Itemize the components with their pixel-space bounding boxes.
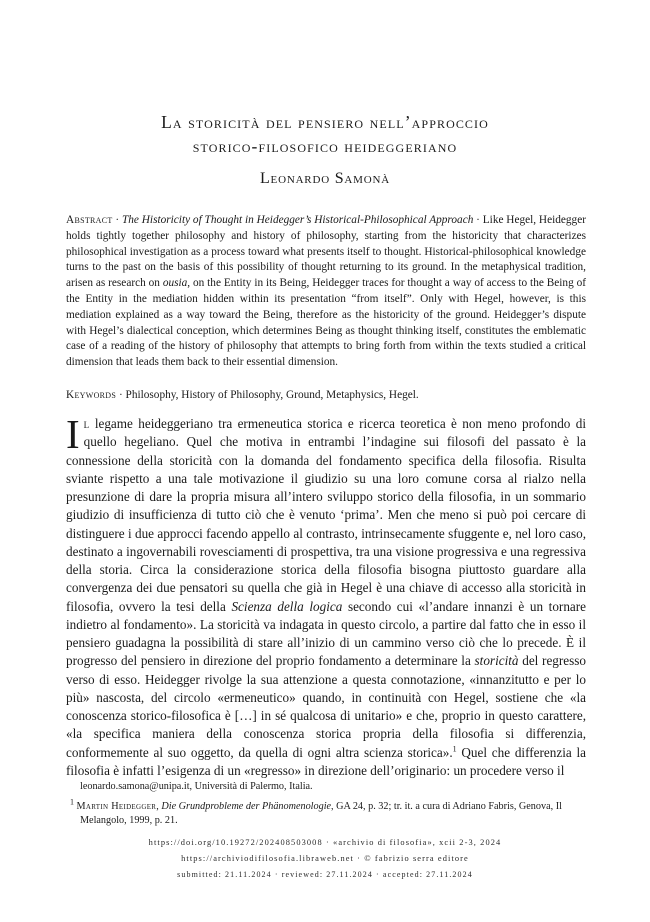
abstract-text-2: , on the Entity in its Being, Heidegger traces for thought a way of access to the Being of the Entity in the mediation hidden within its presentation “from itself”. Only with Hegel, however, is this mediation explained as a way toward the Being, therefore as the historicity of the ground. Heidegger’s dispute with Hegel’s dialectical conception, which determines Being as thought thinking itself, constitutes the emblematic case of a reading of the history of philosophy that attempts to bring forth from within the texts studied a critical dimension that leads them back to their essential dimension.: [66, 277, 587, 369]
article-title-line-2: storico-filosofico heideggeriano: [192, 136, 458, 156]
footnote-1-sep: ,: [156, 801, 162, 812]
keywords-text: Philosophy, History of Philosophy, Ground, Metaphysics, Hegel.: [125, 389, 419, 401]
abstract-english-title: The Historicity of Thought in Heidegger’s Historical-Philosophical Approach: [122, 214, 474, 226]
footer-doi-line: https://doi.org/10.19272/202408503008 · «archivio di filosofia», xcii 2-3, 2024: [148, 838, 502, 847]
footer-publisher-line: https://archiviodifilosofia.libraweb.net · © fabrizio serra editore: [181, 854, 469, 863]
footnote-1-author: Martin Heidegger: [76, 801, 157, 812]
author-affiliation: leonardo.samona@unipa.it, Università di Palermo, Italia.: [80, 781, 313, 792]
body-italic-storicita: storicità: [474, 653, 519, 669]
footnote-1-marker: 1: [70, 797, 74, 807]
keywords-separator: ·: [116, 389, 126, 401]
abstract-ousia: ousia: [162, 277, 188, 290]
body-italic-scienza: Scienza della logica: [231, 598, 343, 614]
keywords-label: Keywords: [66, 389, 117, 401]
footnote-1: [66, 797, 586, 828]
body-part-1: legame heideggeriano tra ermeneutica storica e ricerca teoretica è non meno profondo di quello hegeliano. Quel che motiva in entrambi l’indagine sui filosofi del passato è la connessione della storicità con la domanda del fondamento specifica della filosofia. Risulta sviante rispetto a una tale motivazione il giudizio su una loro comune corsa al rialzo nella presunzione di dare la propria misura all’intero sviluppo storico della filosofia, in un sommario giudizio di insufficienza di tutto ciò che è venuto ‘prima’. Men che meno si può poi cercare di distinguere i due approcci facendo appello al contrasto, intrinsecamente sfuggente e, nel loro caso, destinato a ingovernabili rovesciamenti di prospettiva, tra una visione progressiva e una regressiva della storia. Circa la considerazione storica della filosofia bisogna piuttosto guardare alla convergenza dei due pensatori su quella che già in Hegel è una chiave di accesso alla storicità in filosofia, ovvero la tesi della: [66, 416, 586, 614]
footer-dates-line: submitted: 21.11.2024 · reviewed: 27.11.2024 · accepted: 27.11.2024: [177, 870, 473, 879]
body-part-4: Quel che differenzia la filosofia è infatti l’esigenza di un «regresso» in direzione dell’originario: un procedere verso il: [66, 744, 586, 778]
abstract-text-1: Like Hegel, Heidegger holds tightly together philosophy and history of philosophy, starting from the historicity that characterizes philosophical investigation as a process toward what presents itself to thought. Historical-philosophical knowledge turns to the past on the basis of this possibility of thought returning to its ground. In the metaphysical tradition, arisen as research on: [66, 214, 586, 290]
footnote-1-title: Die Grundprobleme der Phänomenologie: [161, 801, 332, 812]
drop-cap: I: [66, 411, 80, 457]
keywords: [66, 388, 586, 404]
abstract-separator-2: ·: [473, 214, 483, 226]
footnotes: [66, 780, 586, 828]
body-part-2: secondo cui «l’andare innanzi è un tornare indietro al fondamento». La storicità va indagata in questo circolo, a partire dal fatto che in esso il pensiero guadagna la possibilità di stare all’inizio di un cammino verso ciò che lo precede. È il progresso del pensiero in direzione del proprio fondamento a determinare la: [66, 598, 587, 669]
body-part-3: del regresso verso di esso. Heidegger rivolge la sua attenzione a questa connotazione, «innanzitutto e per lo più» nascosta, del circolo «ermeneutico» quando, in continuità con Hegel, sostiene che «la conoscenza storico-filosofica è […] in sé qualcosa di unitario» e che, proprio in questo carattere, «la specifica maniera della conoscenza storica propria della filosofia si differenzia, conformemente al suo oggetto, da quella di ogni altra scienza storica».: [66, 653, 587, 760]
author-name: Leonardo Samonà: [259, 170, 390, 187]
body-text: [66, 411, 587, 780]
abstract-separator: ·: [112, 214, 122, 226]
smallcaps-start: l: [83, 416, 90, 431]
abstract: [66, 213, 586, 371]
footnote-1-rest: , GA 24, p. 32; tr. it. a cura di Adriano Fabris, Genova, Il Melangolo, 1999, p. 21.: [80, 801, 562, 826]
article-title-line-1: La storicità del pensiero nell’approccio: [161, 112, 489, 132]
abstract-label: Abstract: [66, 214, 113, 226]
footnote-marker: 1: [452, 744, 457, 754]
